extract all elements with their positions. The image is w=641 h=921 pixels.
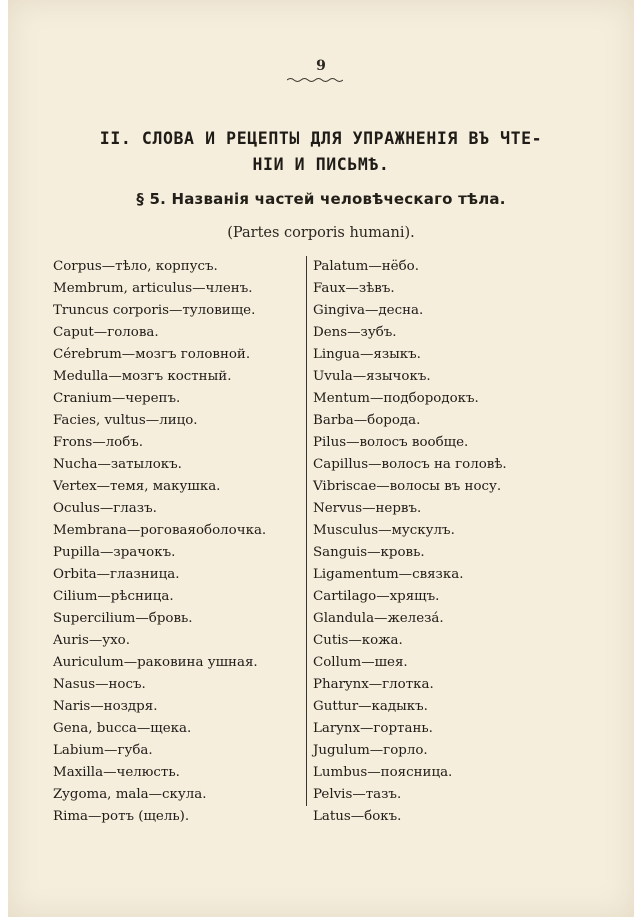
list-item: Mentum—подбородокъ. <box>313 391 479 406</box>
list-item: Lingua—языкъ. <box>313 347 421 362</box>
list-item: Supercilium—бровь. <box>53 611 193 626</box>
list-item: Medulla—мозгъ костный. <box>53 369 232 384</box>
right-column <box>313 256 613 828</box>
subsection-title: § 5. Названія частей человѣческаго тѣла. <box>136 190 506 208</box>
list-item: Uvula—язычокъ. <box>313 369 431 384</box>
list-item: Caput—голова. <box>53 325 159 340</box>
list-item: Palatum—нёбо. <box>313 259 419 274</box>
list-item: Pupilla—зрачокъ. <box>53 545 176 560</box>
list-item: Rima—ротъ (щель). <box>53 809 190 824</box>
list-item: Lumbus—поясница. <box>313 765 453 780</box>
page-number: 9 <box>316 58 326 74</box>
list-item: Naris—ноздря. <box>53 699 158 714</box>
list-item: Cartilago—хрящъ. <box>313 589 440 604</box>
list-item: Nucha—затылокъ. <box>53 457 182 472</box>
list-item: Vertex—темя, макушка. <box>53 479 221 494</box>
book-page <box>8 0 634 917</box>
column-divider <box>306 256 307 806</box>
list-item: Oculus—глазъ. <box>53 501 157 516</box>
list-item: Auris—ухо. <box>53 633 130 648</box>
list-item: Orbita—глазница. <box>53 567 180 582</box>
left-column <box>53 256 303 828</box>
list-item: Faux—зѣвъ. <box>313 281 395 296</box>
list-item: Pilus—волосъ вообще. <box>313 435 469 450</box>
list-item: Facies, vultus—лицо. <box>53 413 198 428</box>
list-item: Labium—губа. <box>53 743 153 758</box>
list-item: Jugulum—горло. <box>313 743 428 758</box>
list-item: Corpus—тѣло, корпусъ. <box>53 259 218 274</box>
list-item: Guttur—кадыкъ. <box>313 699 428 714</box>
section-title-line-1: II. СЛОВА И РЕЦЕПТЫ ДЛЯ УПРАЖНЕНІЯ ВЪ ЧТЕ- <box>99 129 543 148</box>
section-title <box>8 126 634 178</box>
list-item: Capillus—волосъ на головѣ. <box>313 457 507 472</box>
list-item: Cutis—кожа. <box>313 633 403 648</box>
list-item: Ligamentum—связка. <box>313 567 464 582</box>
list-item: Dens—зубъ. <box>313 325 397 340</box>
list-item: Frons—лобъ. <box>53 435 144 450</box>
list-item: Pharynx—глотка. <box>313 677 434 692</box>
list-item: Nasus—носъ. <box>53 677 146 692</box>
list-item: Truncus corporis—туловище. <box>53 303 256 318</box>
list-item: Nervus—нервъ. <box>313 501 422 516</box>
section-title-line-2: НІИ И ПИСЬМѢ. <box>252 155 390 174</box>
list-item: Membrum, articulus—членъ. <box>53 281 253 296</box>
list-item: Barba—борода. <box>313 413 421 428</box>
list-item: Sanguis—кровь. <box>313 545 425 560</box>
list-item: Larynx—гортань. <box>313 721 433 736</box>
list-item: Membrana—роговаяоболочка. <box>53 523 267 538</box>
list-item: Cérebrum—мозгъ головной. <box>53 347 251 362</box>
list-item: Maxilla—челюсть. <box>53 765 180 780</box>
list-item: Cranium—черепъ. <box>53 391 181 406</box>
list-item: Latus—бокъ. <box>313 809 402 824</box>
list-item: Musculus—мускулъ. <box>313 523 455 538</box>
latin-subtitle: (Partes corporis humani). <box>227 225 415 241</box>
ornament-wave-icon <box>287 77 343 83</box>
list-item: Vibriscae—волосы въ носу. <box>313 479 502 494</box>
list-item: Gingiva—десна. <box>313 303 424 318</box>
list-item: Gena, bucca—щека. <box>53 721 192 736</box>
list-item: Cilium—рѣсница. <box>53 589 174 604</box>
list-item: Collum—шея. <box>313 655 408 670</box>
list-item: Zygoma, mala—скула. <box>53 787 207 802</box>
list-item: Auriculum—раковина ушная. <box>53 655 258 670</box>
list-item: Glandula—железа́. <box>313 611 444 626</box>
list-item: Pelvis—тазъ. <box>313 787 402 802</box>
